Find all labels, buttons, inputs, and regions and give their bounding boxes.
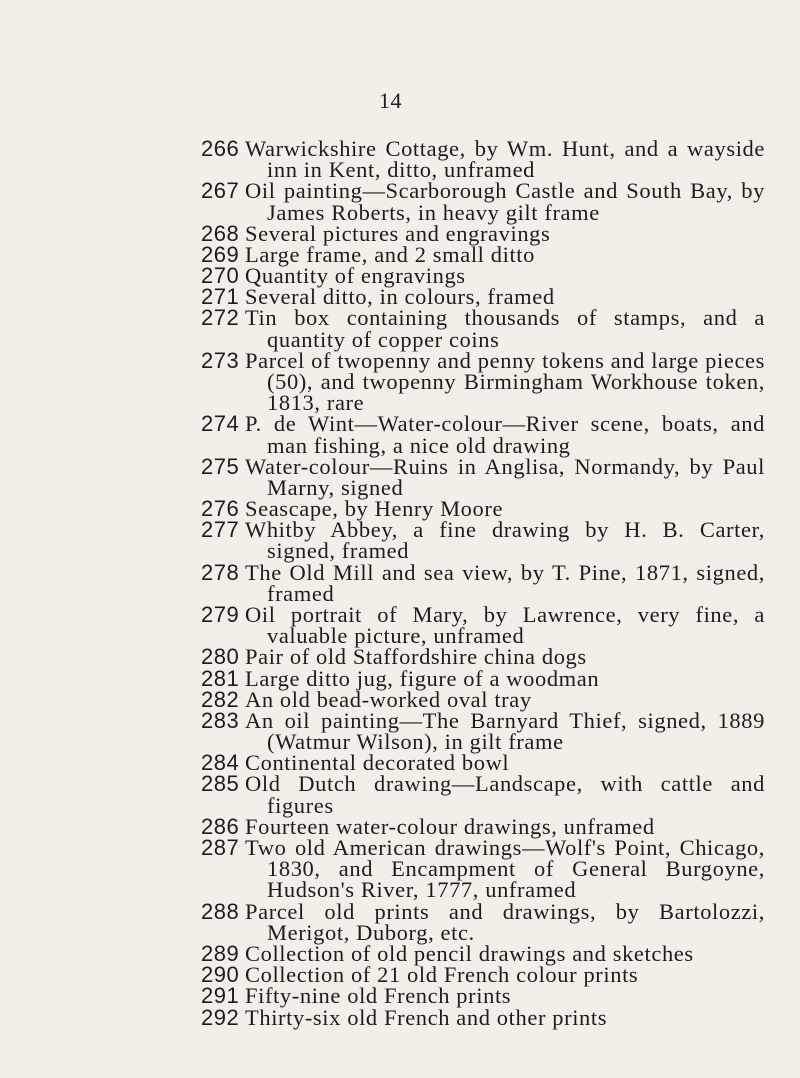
lot-number: 269 [201, 241, 240, 267]
lot-number: 284 [201, 750, 240, 776]
lot-number: 286 [201, 813, 240, 839]
lot-number: 274 [201, 411, 240, 437]
lot-number: 290 [201, 962, 240, 988]
lot-description: Thirty-six old French and other prints [245, 1004, 608, 1030]
lot-description: Parcel of twopenny and penny tokens and large pieces (50), and twopenny Birmingham Workhouse token, 1813, rare [245, 347, 765, 416]
lot-description: An oil painting—The Barnyard Thief, signed, 1889 (Watmur Wilson), in gilt frame [245, 707, 765, 755]
lot-number: 280 [201, 644, 240, 670]
lot-description: Collection of old pencil drawings and sketches [245, 940, 694, 966]
lot-number: 271 [201, 284, 240, 310]
lot-number: 292 [201, 1004, 240, 1030]
lot-number: 266 [201, 136, 240, 161]
lot-description: An old bead-worked oval tray [245, 686, 532, 712]
lot-number: 272 [201, 305, 240, 331]
lot-description: Large frame, and 2 small ditto [245, 241, 535, 267]
lot-description: Pair of old Staffordshire china dogs [245, 644, 587, 670]
lot-description: Oil painting—Scarborough Castle and South Bay, by James Roberts, in heavy gilt frame [245, 178, 765, 225]
lot-description: The Old Mill and sea view, by T. Pine, 1871, signed, framed [245, 559, 765, 606]
lot-number: 281 [201, 665, 240, 691]
lot-description: Large ditto jug, figure of a woodman [245, 665, 600, 691]
lot-description: Fifty-nine old French prints [245, 983, 512, 1009]
lot-number: 283 [201, 707, 240, 733]
lot-description: Several ditto, in colours, framed [245, 284, 555, 310]
lot-description: Two old American drawings—Wolf's Point, Chicago, 1830, and Encampment of General Burgoyne, Hudson's River, 1777, unframed [245, 835, 765, 903]
lot-description: Quantity of engravings [245, 263, 466, 289]
page-number: 14 [379, 88, 402, 113]
lot-description: Whitby Abbey, a fine drawing by H. B. Carter, signed, framed [245, 517, 765, 564]
lot-description: Several pictures and engravings [245, 220, 551, 246]
lot-description: Parcel old prints and drawings, by Bartolozzi, Merigot, Duborg, etc. [245, 898, 765, 945]
lot-description: Warwickshire Cottage, by Wm. Hunt, and a wayside inn in Kent, ditto, unframed [245, 136, 765, 183]
lot-description: Continental decorated bowl [245, 750, 510, 776]
lot-number: 268 [201, 220, 240, 246]
lot-number: 270 [201, 263, 240, 289]
lot-description: P. de Wint—Water-colour—River scene, boats, and man fishing, a nice old drawing [245, 411, 765, 458]
lot-number: 291 [201, 983, 240, 1009]
lot-number: 287 [201, 835, 240, 861]
lot-number: 278 [201, 559, 240, 585]
lot-description: Fourteen water-colour drawings, unframed [245, 813, 655, 839]
lot-description: Water-colour—Ruins in Anglisa, Normandy, by Paul Marny, signed [245, 453, 765, 500]
lot-number: 282 [201, 686, 240, 712]
lot-description: Collection of 21 old French colour prints [245, 962, 639, 988]
lot-number: 277 [201, 517, 240, 543]
lot-number: 288 [201, 898, 240, 924]
lot-number: 276 [201, 496, 240, 522]
lot-description: Tin box containing thousands of stamps, and a quantity of copper coins [245, 305, 765, 352]
lot-number: 275 [201, 453, 240, 479]
lot-number: 279 [201, 602, 240, 628]
lot-number: 267 [201, 178, 240, 204]
lot-number: 273 [201, 347, 240, 373]
lot-description: Oil portrait of Mary, by Lawrence, very fine, a valuable picture, unframed [245, 602, 765, 649]
lot-number: 289 [201, 940, 240, 966]
lot-description: Old Dutch drawing—Landscape, with cattle and figures [245, 771, 765, 818]
lot-number: 285 [201, 771, 240, 797]
lot-description: Seascape, by Henry Moore [245, 496, 504, 522]
